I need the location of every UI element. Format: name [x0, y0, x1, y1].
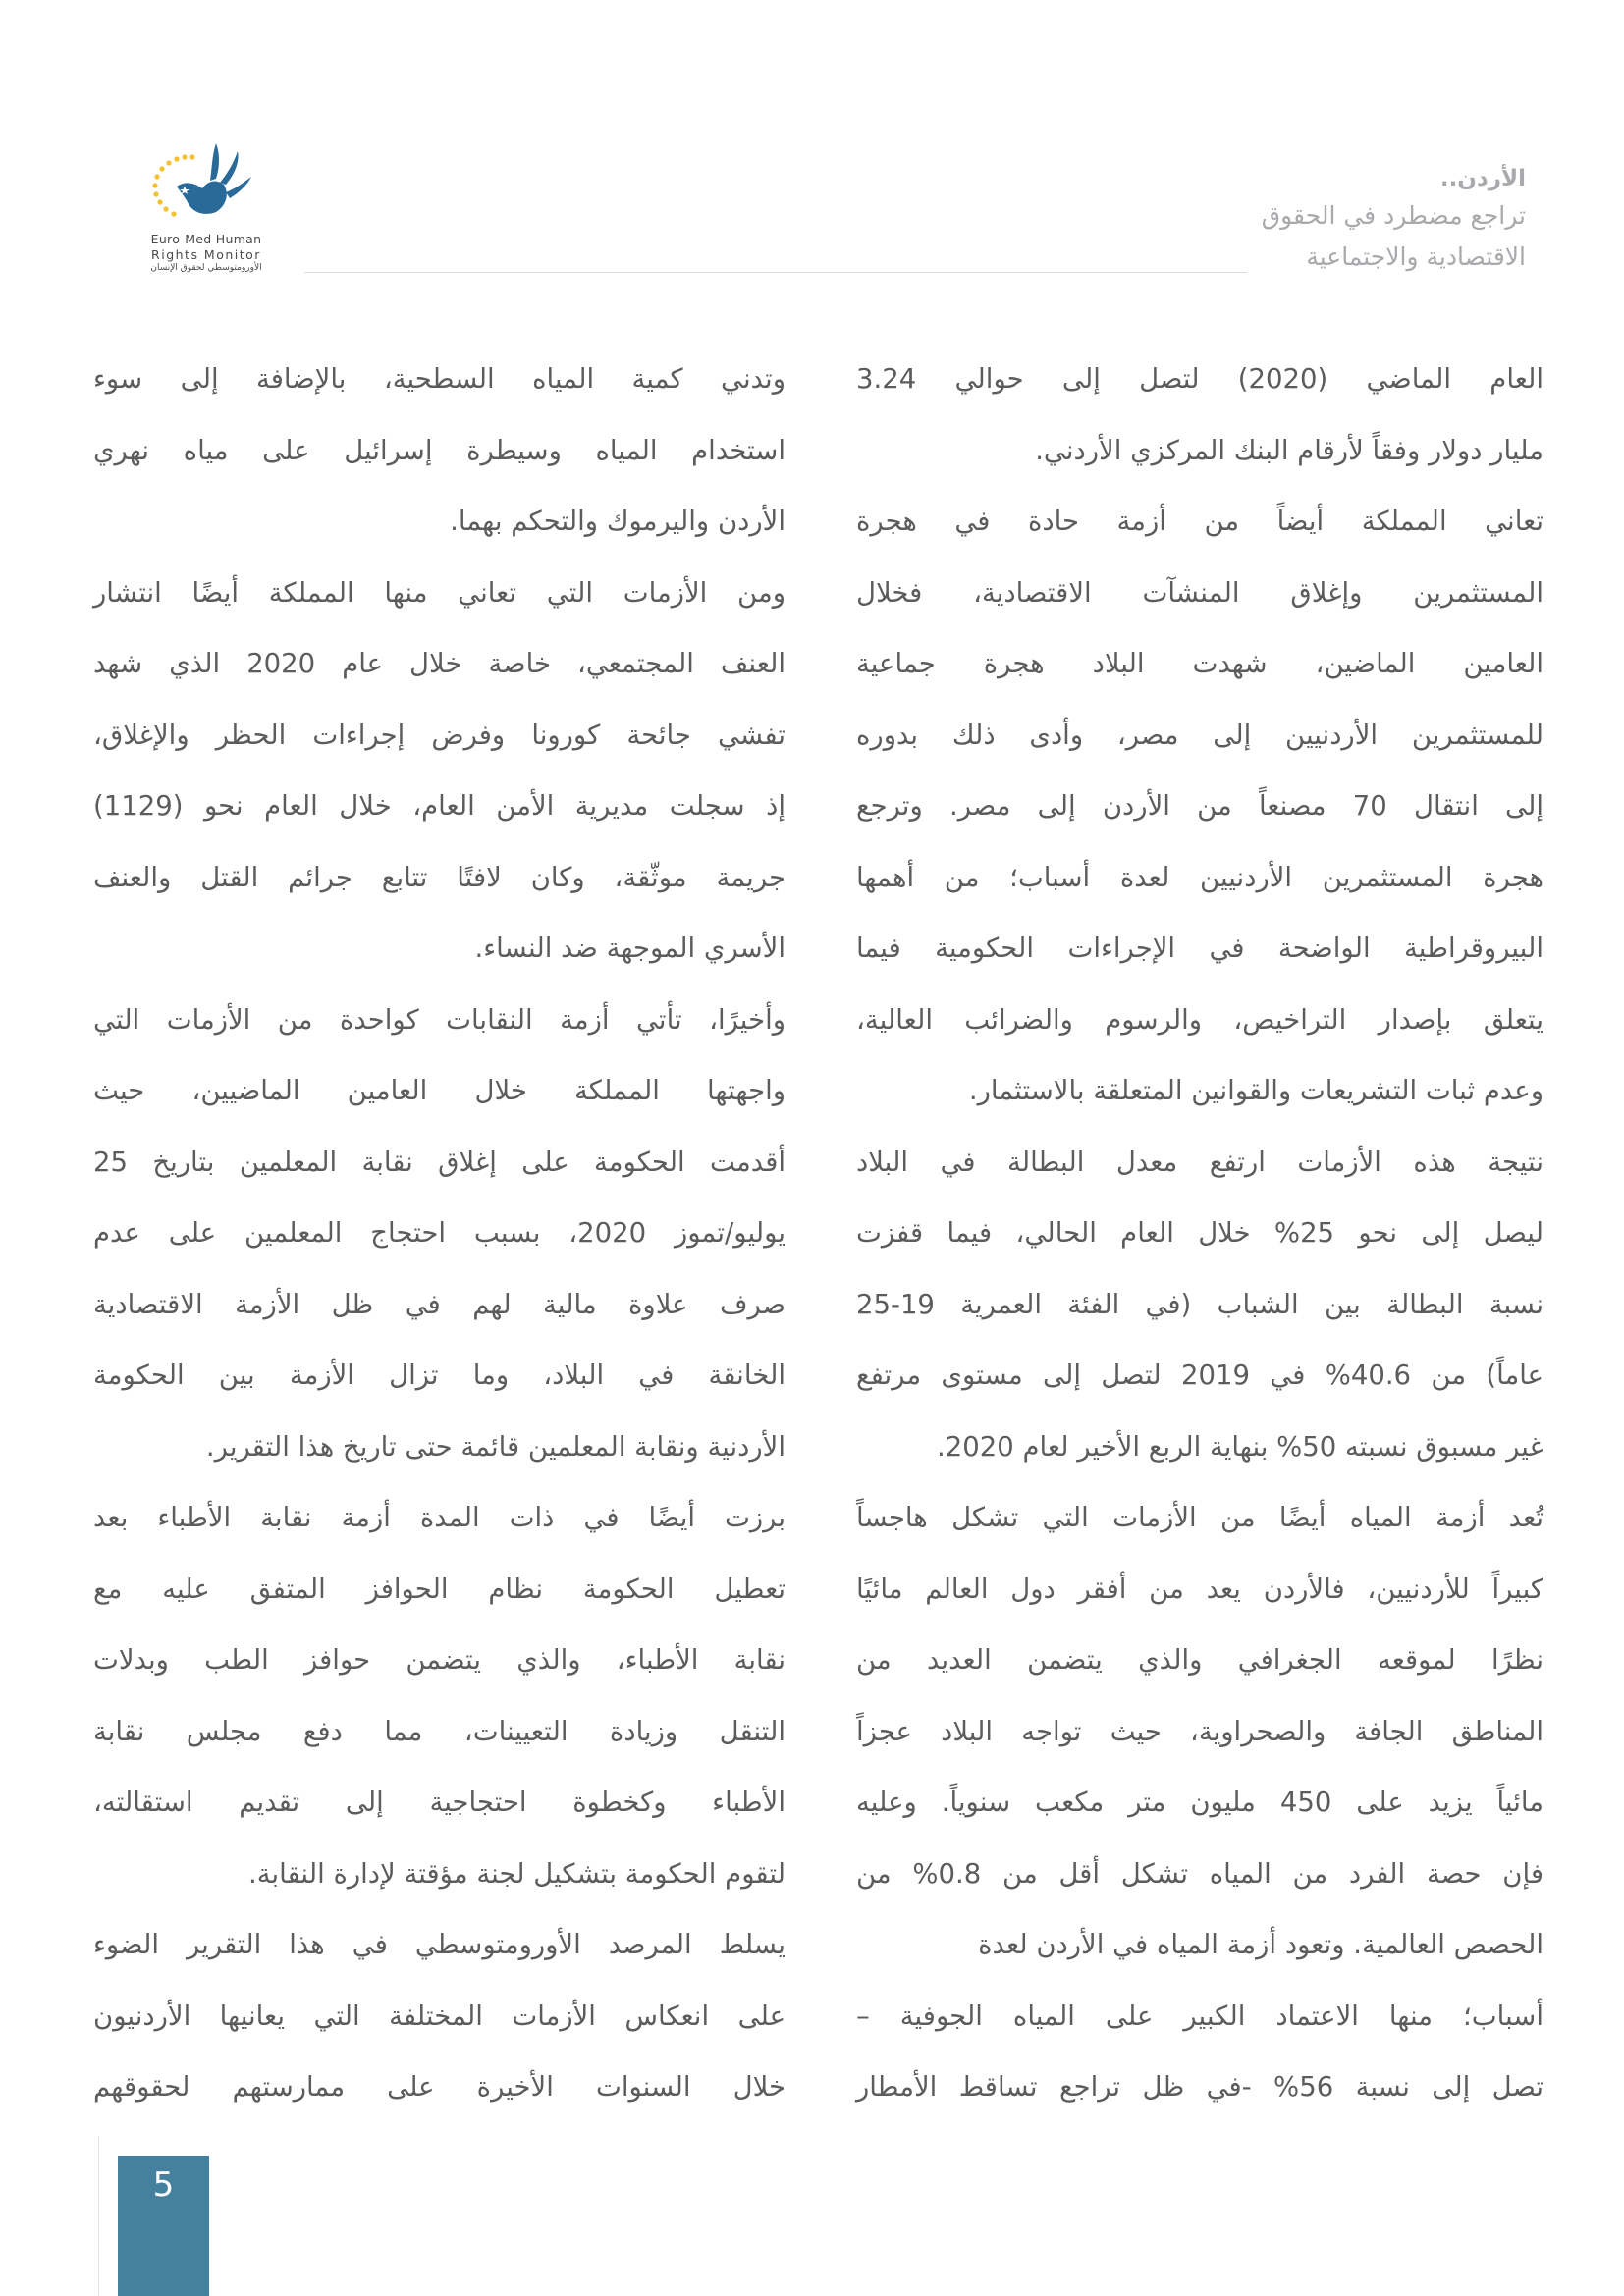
text-column-left: [93, 344, 785, 2123]
text-line: إذ سجلت مديرية الأمن العام، خلال العام نحو (1129): [93, 790, 785, 822]
text-line: الأطباء وكخطوة احتجاجية إلى تقديم استقالته،: [93, 1787, 785, 1818]
text-line: العام الماضي (2020) لتصل إلى حوالي 3.24: [856, 363, 1543, 395]
text-line: العامين الماضين، شهدت البلاد هجرة جماعية: [856, 648, 1543, 679]
text-line: الأردنية ونقابة المعلمين قائمة حتى تاريخ هذا التقرير.: [205, 1430, 785, 1463]
text-line: إلى انتقال 70 مصنعاً من الأردن إلى مصر. وترجع: [856, 790, 1543, 822]
text-line: تفشي جائحة كورونا وفرض إجراءات الحظر والإغلاق،: [93, 719, 785, 751]
text-line: استخدام المياه وسيطرة إسرائيل على مياه نهري: [93, 434, 785, 466]
text-line: واجهتها المملكة خلال العامين الماضيين، حيث: [93, 1075, 785, 1106]
text-line: تُعد أزمة المياه أيضًا من الأزمات التي تشكل هاجساً: [856, 1502, 1543, 1533]
text-line: الأردن واليرموك والتحكم بهما.: [450, 506, 785, 537]
text-line: أسباب؛ منها الاعتماد الكبير على المياه الجوفية –: [856, 2000, 1543, 2032]
text-line: وأخيرًا، تأتي أزمة النقابات كواحدة من الأزمات التي: [93, 1003, 785, 1036]
header-title-line2: تراجع مضطرد في الحقوق: [1261, 201, 1526, 230]
text-line: تعطيل الحكومة نظام الحوافز المتفق عليه مع: [93, 1573, 785, 1605]
text-line: يتعلق بإصدار التراخيص، والرسوم والضرائب العالية،: [856, 1003, 1543, 1036]
text-line: مليار دولار وفقاً لأرقام البنك المركزي الأردني.: [1035, 434, 1543, 466]
text-line: نظرًا لموقعه الجغرافي والذي يتضمن العديد من: [856, 1644, 1543, 1676]
page-number-badge: [118, 2156, 209, 2296]
text-line: جريمة موثّقة، وكان لافتًا تتابع جرائم القتل والعنف: [93, 861, 785, 893]
text-line: ليصل إلى نحو 25% خلال العام الحالي، فيما قفزت: [856, 1217, 1543, 1249]
text-line: البيروقراطية الواضحة في الإجراءات الحكومية فيما: [856, 933, 1543, 964]
text-line: الأسري الموجهة ضد النساء.: [474, 933, 785, 964]
text-line: نتيجة هذه الأزمات ارتفع معدل البطالة في البلاد: [856, 1146, 1543, 1178]
page-number: 5: [152, 2165, 175, 2205]
header-title-line3: الاقتصادية والاجتماعية: [1306, 242, 1526, 271]
text-line: هجرة المستثمرين الأردنيين لعدة أسباب؛ من أهمها: [856, 861, 1543, 893]
text-line: لتقوم الحكومة بتشكيل لجنة مؤقتة لإدارة النقابة.: [247, 1857, 785, 1890]
text-line: أقدمت الحكومة على إغلاق نقابة المعلمين بتاريخ 25: [93, 1146, 785, 1178]
text-line: غير مسبوق نسبته 50% بنهاية الربع الأخير لعام 2020.: [936, 1430, 1543, 1463]
text-column-right: [856, 344, 1543, 2123]
text-line: يسلط المرصد الأورومتوسطي في هذا التقرير الضوء: [93, 1929, 785, 1960]
footer-divider: [98, 2136, 99, 2296]
text-line: المستثمرين وإغلاق المنشآت الاقتصادية، فخلال: [856, 576, 1543, 609]
text-line: مائياً يزيد على 450 مليون متر مكعب سنوياً. وعليه: [856, 1787, 1543, 1818]
text-line: صرف علاوة مالية لهم في ظل الأزمة الاقتصادية: [93, 1288, 785, 1320]
text-line: تصل إلى نسبة 56% -في ظل تراجع تساقط الأمطار: [856, 2071, 1543, 2103]
text-line: يوليو/تموز 2020، بسبب احتجاج المعلمين على عدم: [93, 1217, 785, 1249]
text-line: نسبة البطالة بين الشباب (في الفئة العمرية 19-25: [856, 1288, 1543, 1320]
text-line: للمستثمرين الأردنيين إلى مصر، وأدى ذلك بدوره: [856, 719, 1543, 751]
text-line: تعاني المملكة أيضاً من أزمة حادة في هجرة: [856, 506, 1543, 537]
header-title-line1: الأردن..: [1439, 166, 1526, 191]
dove-hand-stars-icon: [147, 137, 265, 231]
text-line: برزت أيضًا في ذات المدة أزمة نقابة الأطباء بعد: [93, 1502, 785, 1533]
text-line: المناطق الجافة والصحراوية، حيث تواجه البلاد عجزاً: [856, 1715, 1543, 1747]
text-line: على انعكاس الأزمات المختلفة التي يعانيها الأردنيون: [93, 2000, 785, 2032]
text-line: وعدم ثبات التشريعات والقوانين المتعلقة بالاستثمار.: [968, 1075, 1543, 1106]
text-line: ومن الأزمات التي تعاني منها المملكة أيضًا انتشار: [93, 576, 785, 609]
text-line: العنف المجتمعي، خاصة خلال عام 2020 الذي شهد: [93, 648, 785, 679]
report-header-title: [1262, 162, 1526, 278]
text-line: خلال السنوات الأخيرة على ممارستهم لحقوقهم: [93, 2071, 785, 2103]
logo-name-en-line2: Rights Monitor: [151, 247, 261, 262]
logo-name-en-line1: Euro-Med Human: [150, 232, 262, 246]
text-line: عاماً) من 40.6% في 2019 لتصل إلى مستوى مرتفع: [856, 1360, 1543, 1391]
header-divider: [304, 272, 1247, 273]
text-line: فإن حصة الفرد من المياه تشكل أقل من 0.8% من: [856, 1857, 1543, 1890]
text-line: الخانقة في البلاد، وما تزال الأزمة بين الحكومة: [93, 1360, 785, 1391]
text-line: التنقل وزيادة التعيينات، مما دفع مجلس نقابة: [93, 1715, 785, 1747]
euro-med-logo: [137, 137, 275, 285]
text-line: الحصص العالمية. وتعود أزمة المياه في الأردن لعدة: [978, 1929, 1543, 1960]
logo-name-ar: الأورومتوسطي لحقوق الإنسان: [150, 263, 262, 273]
text-line: وتدني كمية المياه السطحية، بالإضافة إلى سوء: [93, 363, 785, 395]
text-line: كبيراً للأردنيين، فالأردن يعد من أفقر دول العالم مائيًا: [856, 1573, 1543, 1605]
text-line: نقابة الأطباء، والذي يتضمن حوافز الطب وبدلات: [93, 1644, 785, 1676]
